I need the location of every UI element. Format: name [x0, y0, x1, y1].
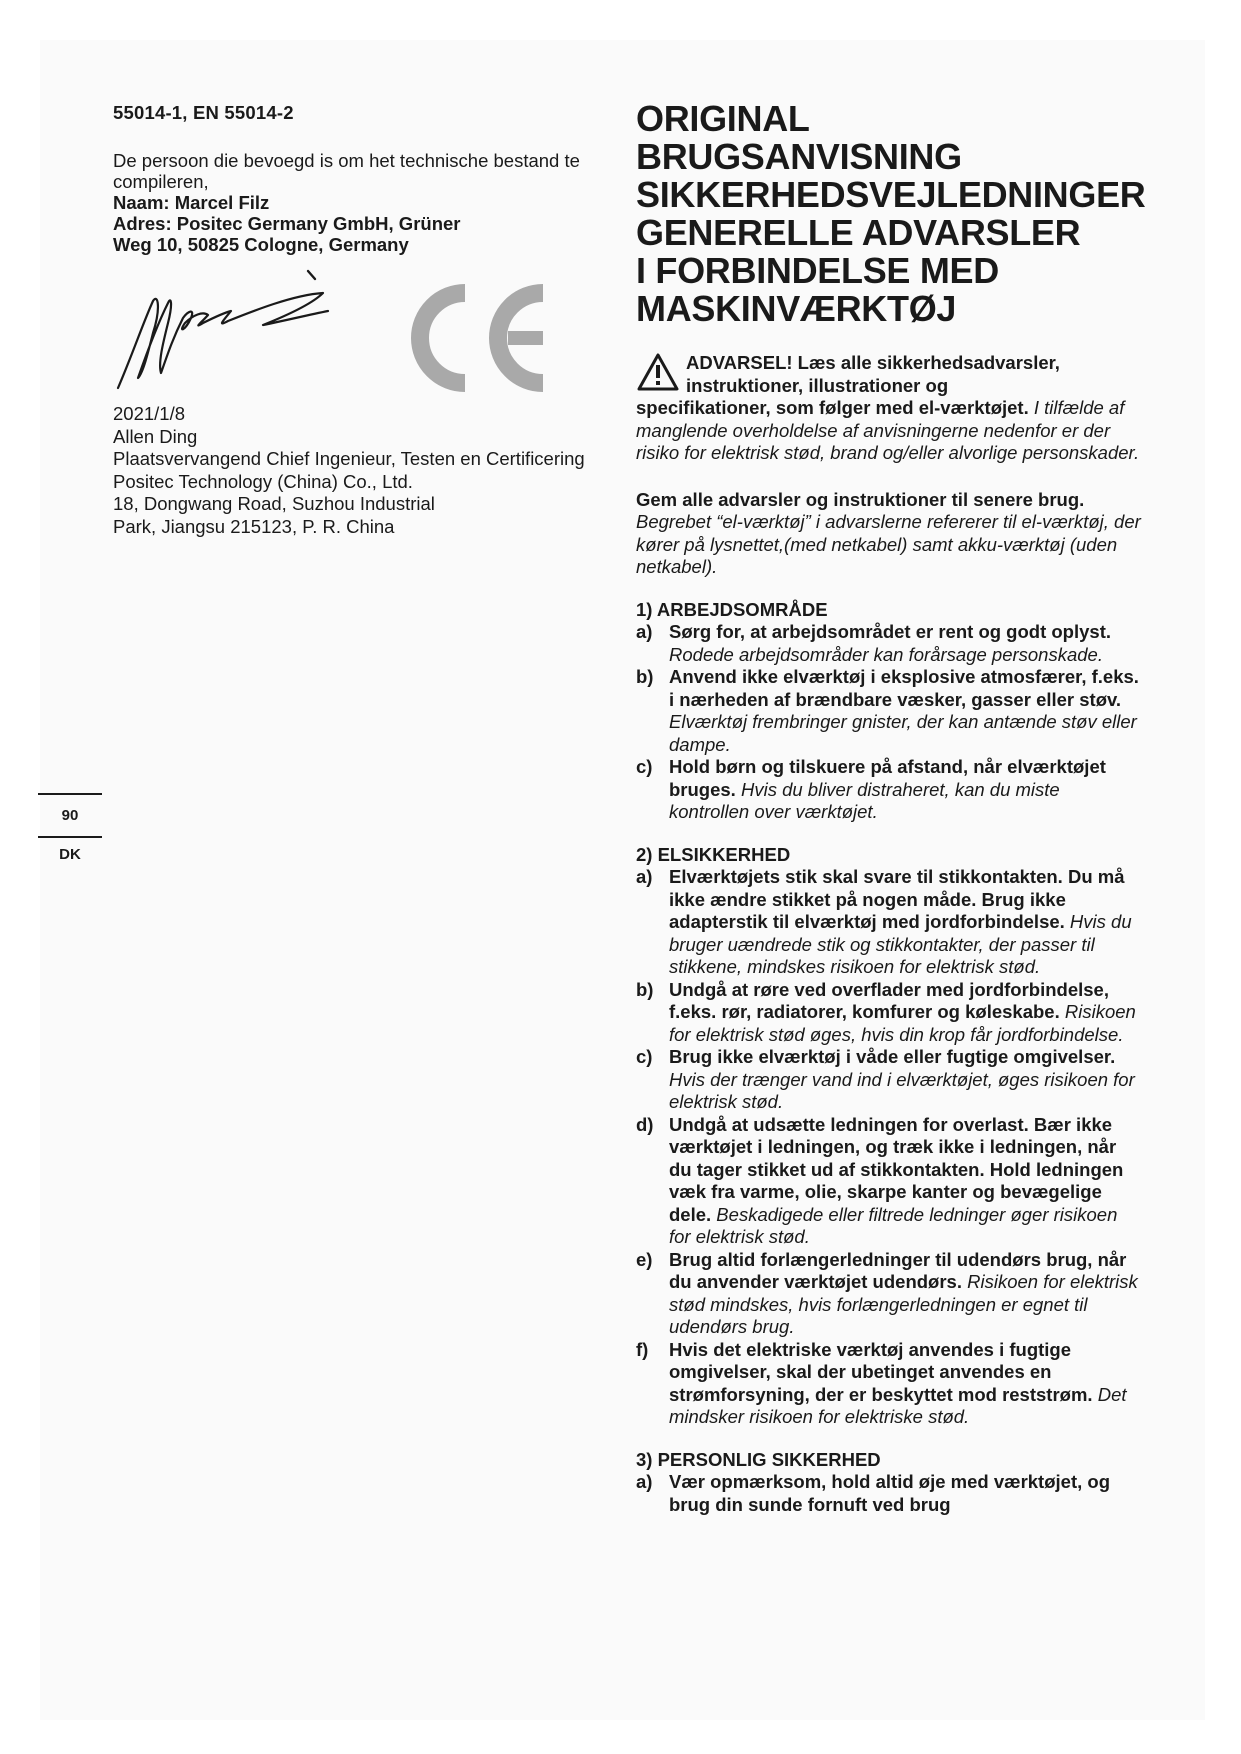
item-instruction: Undgå at røre ved overflader med jordforbindelse, f.eks. rør, radiatorer, komfurer og køleskabe. — [669, 978, 1109, 1022]
signature-block — [113, 263, 608, 403]
safety-sections — [636, 599, 1141, 1517]
item-instruction: Anvend ikke elværktøj i eksplosive atmosfærer, f.eks. i nærheden af brændbare væsker, gasser eller støv. — [669, 666, 1139, 710]
item-explanation: Rodede arbejdsområder kan forårsage personskade. — [669, 643, 1103, 665]
item-explanation: Hvis der trænger vand ind i elværktøjet, øges risikoen for elektrisk stød. — [669, 1068, 1135, 1112]
page-title — [636, 98, 1146, 329]
item-letter: a) — [636, 1471, 653, 1492]
section-title: 3) PERSONLIG SIKKERHED — [636, 1448, 881, 1470]
item-letter: f) — [636, 1338, 649, 1360]
safety-item — [636, 1471, 1141, 1516]
item-explanation: Elværktøj frembringer gnister, der kan antænde støv eller dampe. — [669, 711, 1137, 755]
safety-item — [636, 866, 1141, 979]
signer-role: Plaatsvervangend Chief Ingenieur, Testen en Certificering — [113, 448, 585, 469]
warning-heading-3: specifikationer, som følger med el-værktøjet. — [636, 397, 1029, 418]
address-line-1: Adres: Positec Germany GmbH, Grüner — [113, 213, 461, 234]
safety-section — [636, 599, 1141, 824]
keep-instructions — [636, 489, 1141, 579]
item-explanation: Risikoen for elektrisk stød øges, hvis din krop får jordforbindelse. — [669, 1001, 1136, 1045]
item-explanation: Risikoen for elektrisk stød mindskes, hvis forlængerledningen er egnet til udendørs brug. — [669, 1271, 1138, 1337]
safety-item — [636, 979, 1141, 1047]
safety-section — [636, 1449, 1141, 1517]
company-name: Positec Technology (China) Co., Ltd. — [113, 470, 413, 492]
signature-date: 2021/1/8 — [113, 403, 186, 424]
signatory-details — [113, 403, 608, 538]
company-address-2: Park, Jiangsu 215123, P. R. China — [113, 515, 395, 537]
safety-item — [636, 1114, 1141, 1249]
warning-triangle-icon — [636, 352, 680, 392]
general-warning — [636, 352, 1141, 465]
safety-item — [636, 621, 1141, 666]
item-instruction: Undgå at udsætte ledningen for overlast. Bær ikke værktøjet i ledningen, og træk ikke i ledningen, når du tager stikket ud af stikkontakten. Hold ledningen væk fra varme, olie, skarpe kanter og bevægelige dele. — [669, 1113, 1124, 1225]
warning-heading-2: instruktioner, illustrationer og — [686, 374, 949, 396]
item-letter: e) — [636, 1248, 653, 1270]
item-instruction: Vær opmærksom, hold altid øje med værktøjet, og brug din sunde fornuft ved brug — [669, 1471, 1110, 1515]
title-line: GENERELLE ADVARSLER — [636, 212, 1081, 253]
item-letter: b) — [636, 666, 654, 687]
keep-heading: Gem alle advarsler og instruktioner til senere brug. — [636, 488, 1085, 510]
title-line: ORIGINAL BRUGSANVISNING — [636, 98, 962, 177]
section-title: 1) ARBEJDSOMRÅDE — [636, 598, 828, 620]
power-tool-definition: Begrebet “el-værktøj” i advarslerne refererer til el-værktøj, der kører på lysnettet,(med netkabel) samt akku-værktøj (uden netkabel). — [636, 511, 1141, 577]
address-line-2: Weg 10, 50825 Cologne, Germany — [113, 234, 409, 255]
title-line: SIKKERHEDSVEJLEDNINGER — [636, 174, 1146, 215]
item-letter: a) — [636, 866, 653, 887]
name-line: Naam: Marcel Filz — [113, 192, 270, 213]
item-letter: b) — [636, 978, 654, 1000]
warning-body: I tilfælde af manglende overholdelse af anvisningerne nedenfor er der risiko for elektrisk stød, brand og/eller alvorlige personskader. — [636, 397, 1140, 463]
safety-item — [636, 1249, 1141, 1339]
item-explanation: Hvis du bliver distraheret, kan du miste kontrollen over værktøjet. — [669, 778, 1060, 822]
company-address-1: 18, Dongwang Road, Suzhou Industrial — [113, 493, 435, 514]
signer-name: Allen Ding — [113, 425, 198, 447]
intro-text: De persoon die bevoegd is om het technische bestand te compileren, — [113, 150, 580, 192]
item-letter: c) — [636, 1046, 653, 1067]
safety-item — [636, 756, 1141, 824]
safety-column — [636, 98, 1146, 1516]
item-explanation: Det mindsker risikoen for elektriske stød. — [669, 1383, 1127, 1427]
signature-image — [113, 263, 363, 398]
item-letter: d) — [636, 1113, 654, 1135]
page-number: 90 — [61, 807, 79, 824]
title-line: MASKINVÆRKTØJ — [636, 288, 957, 329]
item-instruction: Hold børn og tilskuere på afstand, når elværktøjet bruges. — [669, 756, 1106, 800]
declaration-column — [113, 102, 608, 538]
item-explanation: Beskadigede eller filtrede ledninger øger risikoen for elektrisk stød. — [669, 1203, 1118, 1247]
title-line: I FORBINDELSE MED — [636, 250, 999, 291]
item-instruction: Elværktøjets stik skal svare til stikkontakten. Du må ikke ændre stikket på nogen måde. Brug ikke adapterstik til elværktøj med jordforbindelse. — [669, 866, 1125, 932]
item-letter: a) — [636, 621, 653, 642]
ce-mark-logo — [403, 283, 553, 393]
item-instruction: Brug altid forlængerledninger til udendørs brug, når du anvender værktøjet udendørs. — [669, 1248, 1127, 1292]
item-explanation: Hvis du bruger uændrede stik og stikkontakter, der passer til stikkene, mindskes risikoen for elektrisk stød. — [669, 911, 1132, 977]
safety-item — [636, 666, 1141, 756]
standard-reference: 55014-1, EN 55014-2 — [113, 102, 294, 123]
safety-item — [636, 1046, 1141, 1114]
item-instruction: Hvis det elektriske værktøj anvendes i fugtige omgivelser, skal der ubetinget anvendes en strømforsyning, der er beskyttet mod reststrøm. — [669, 1338, 1093, 1405]
language-code: DK — [59, 846, 81, 863]
safety-item — [636, 1339, 1141, 1429]
section-title: 2) ELSIKKERHED — [636, 843, 791, 865]
item-letter: c) — [636, 756, 653, 777]
page-tab — [38, 793, 102, 863]
item-instruction: Brug ikke elværktøj i våde eller fugtige omgivelser. — [669, 1046, 1116, 1067]
technical-file-holder — [113, 150, 608, 255]
safety-section — [636, 844, 1141, 1429]
item-instruction: Sørg for, at arbejdsområdet er rent og godt oplyst. — [669, 621, 1112, 642]
warning-heading-1: ADVARSEL! Læs alle sikkerhedsadvarsler, — [686, 352, 1060, 373]
